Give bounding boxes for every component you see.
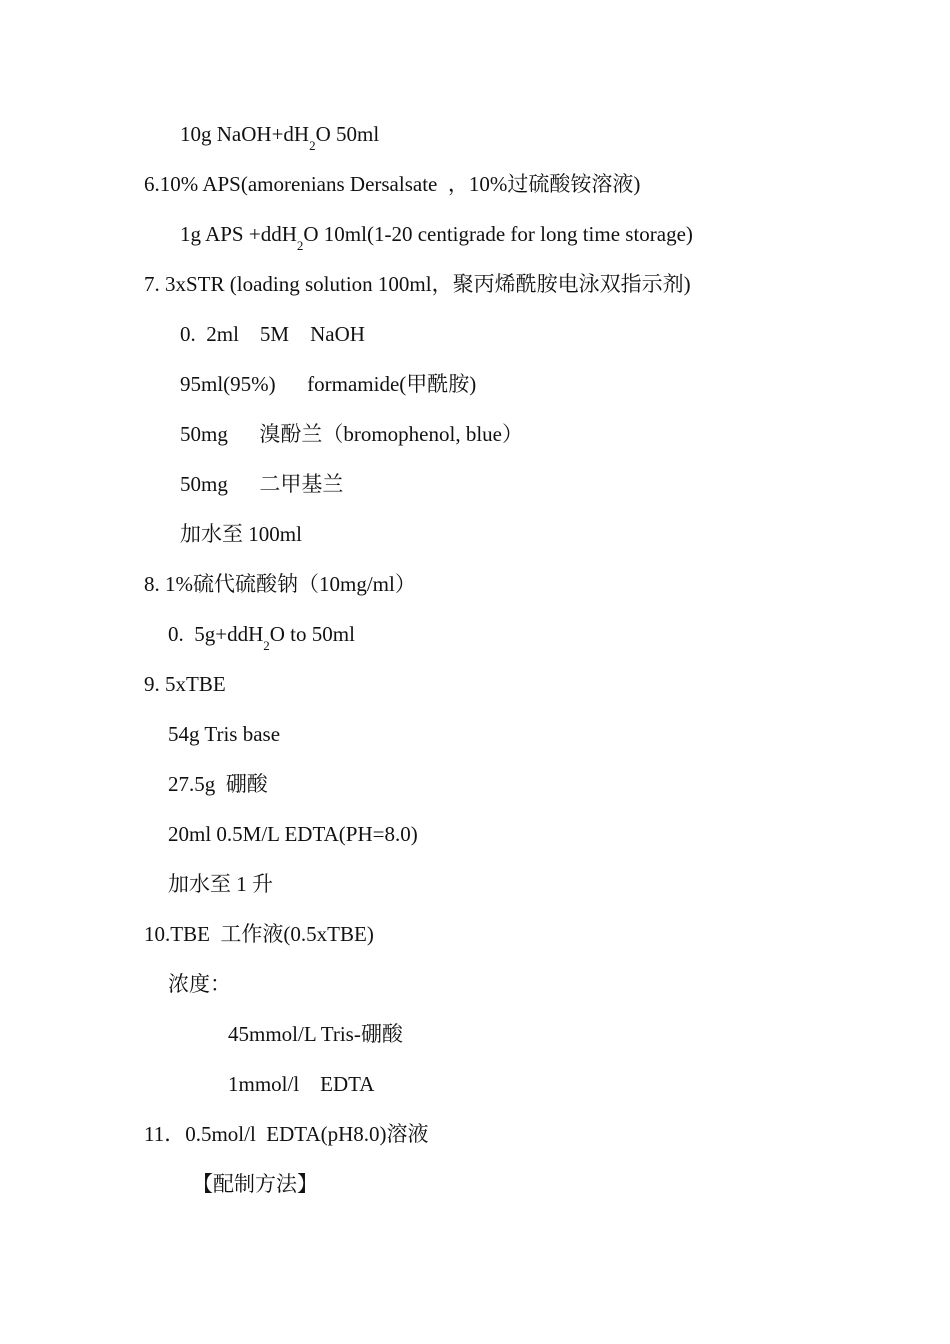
text-line-naoh-solution bbox=[180, 120, 380, 153]
line-text: 10g NaOH+dH bbox=[180, 122, 310, 146]
text-line: 加水至 1 升 bbox=[168, 872, 273, 896]
text-line-thiosulfate-recipe bbox=[168, 620, 355, 653]
section-heading-5xtbe: 9. 5xTBE bbox=[144, 672, 226, 696]
line-text: 0. 5g+ddH bbox=[168, 622, 264, 646]
text-line: 50mg 二甲基兰 bbox=[180, 472, 344, 496]
text-line: 95ml(95%) formamide(甲酰胺) bbox=[180, 372, 477, 396]
subscript: 2 bbox=[296, 238, 304, 253]
text-line: 20ml 0.5M/L EDTA(PH=8.0) bbox=[168, 822, 418, 846]
text-line: 27.5g 硼酸 bbox=[168, 772, 268, 796]
text-line: 1mmol/l EDTA bbox=[228, 1072, 375, 1096]
text-line: 50mg 溴酚兰（bromophenol, blue） bbox=[180, 422, 523, 446]
text-line: 浓度： bbox=[168, 972, 231, 996]
text-line: 0. 2ml 5M NaOH bbox=[180, 322, 365, 346]
section-heading-str: 7. 3xSTR (loading solution 100ml，聚丙烯酰胺电泳双指示剂) bbox=[144, 272, 691, 296]
section-heading-tbe-working: 10.TBE 工作液(0.5xTBE) bbox=[144, 922, 374, 946]
section-heading-thiosulfate: 8. 1%硫代硫酸钠（10mg/ml） bbox=[144, 572, 416, 596]
line-text: O 10ml(1-20 centigrade for long time storage) bbox=[303, 222, 693, 246]
line-text: 1g APS +ddH bbox=[180, 222, 297, 246]
text-line: 45mmol/L Tris-硼酸 bbox=[228, 1022, 403, 1046]
section-heading-aps: 6.10% APS(amorenians Dersalsate ，10%过硫酸铵溶液) bbox=[144, 172, 641, 196]
section-heading-edta: 11．0.5mol/l EDTA(pH8.0)溶液 bbox=[144, 1122, 429, 1146]
subheading-preparation-method: 【配制方法】 bbox=[192, 1172, 318, 1196]
text-line-aps-recipe bbox=[180, 220, 693, 253]
subscript: 2 bbox=[263, 638, 270, 653]
text-line: 加水至 100ml bbox=[180, 522, 302, 546]
line-text: O 50ml bbox=[315, 122, 380, 146]
line-text: O to 50ml bbox=[269, 622, 355, 646]
text-line: 54g Tris base bbox=[168, 722, 281, 746]
subscript: 2 bbox=[309, 138, 316, 153]
